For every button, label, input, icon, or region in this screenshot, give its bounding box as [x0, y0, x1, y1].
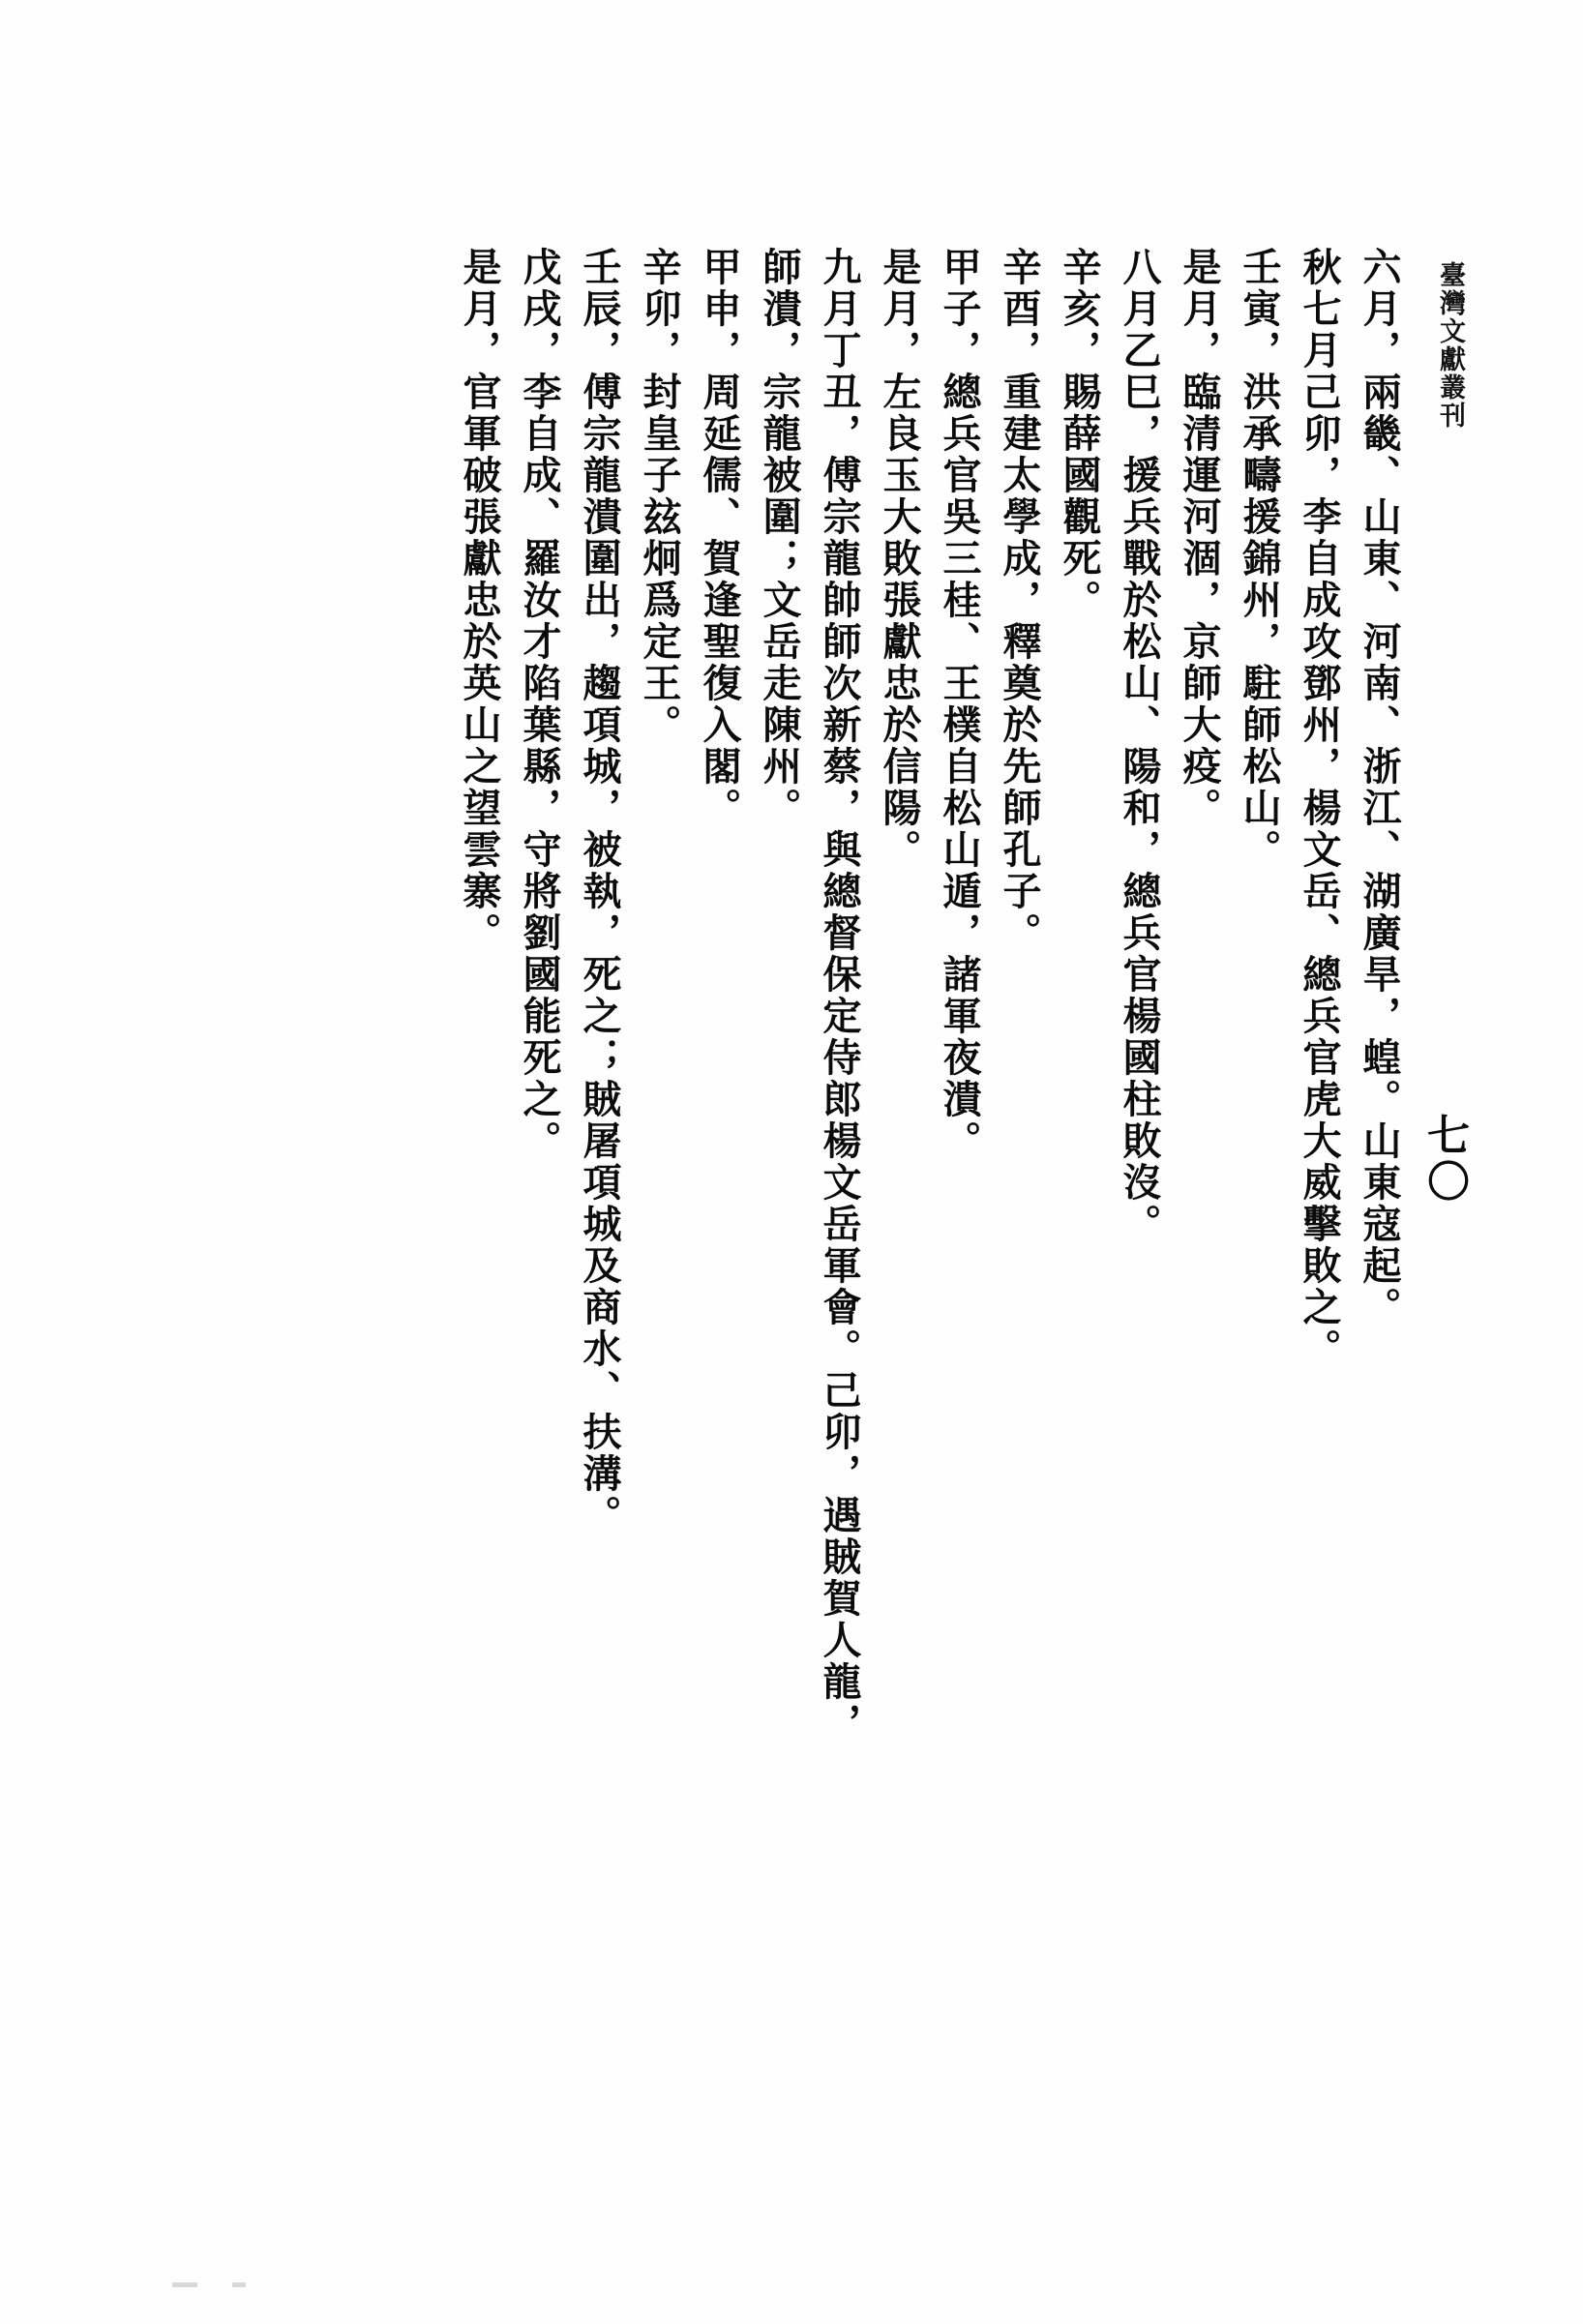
text-column: 甲申，周延儒、賀逢聖復入閣。 [697, 247, 742, 829]
text-column: 壬辰，傅宗龍潰圍出，趨項城，被執，死之；賊屠項城及商水、扶溝。 [577, 247, 622, 1536]
text-column: 甲子，總兵官吳三桂、王樸自松山遁，諸軍夜潰。 [937, 247, 982, 1162]
vertical-text-block [444, 247, 1404, 1756]
print-edge-mark [232, 2282, 246, 2287]
series-title: 臺灣文獻叢刊 [1435, 261, 1465, 430]
text-column: 秋七月己卯，李自成攻鄧州，楊文岳、總兵官虎大威擊敗之。 [1297, 247, 1342, 1370]
text-column: 八月乙巳，援兵戰於松山、陽和，總兵官楊國柱敗沒。 [1117, 247, 1162, 1245]
text-column: 辛酉，重建太學成，釋奠於先師孔子。 [997, 247, 1042, 954]
page-number: 七〇 [1419, 1113, 1469, 1206]
text-column: 戊戌，李自成、羅汝才陷葉縣，守將劉國能死之。 [517, 247, 562, 1162]
text-column: 辛亥，賜薛國觀死。 [1057, 247, 1102, 621]
text-column: 師潰，宗龍被圍；文岳走陳州。 [757, 247, 802, 829]
text-column: 辛卯，封皇子玆炯爲定王。 [637, 247, 682, 746]
text-column: 是月，官軍破張獻忠於英山之望雲寨。 [457, 247, 502, 954]
text-column: 壬寅，洪承疇援錦州，駐師松山。 [1237, 247, 1282, 871]
text-column: 六月，兩畿、山東、河南、浙江、湖廣旱，蝗。山東寇起。 [1357, 247, 1402, 1328]
text-column: 是月，左良玉大敗張獻忠於信陽。 [877, 247, 922, 871]
text-column: 九月丁丑，傅宗龍帥師次新蔡，與總督保定侍郎楊文岳軍會。己卯，遇賊賀人龍， [817, 247, 862, 1744]
text-column: 是月，臨清運河涸，京師大疫。 [1177, 247, 1222, 829]
print-edge-mark [172, 2282, 197, 2287]
